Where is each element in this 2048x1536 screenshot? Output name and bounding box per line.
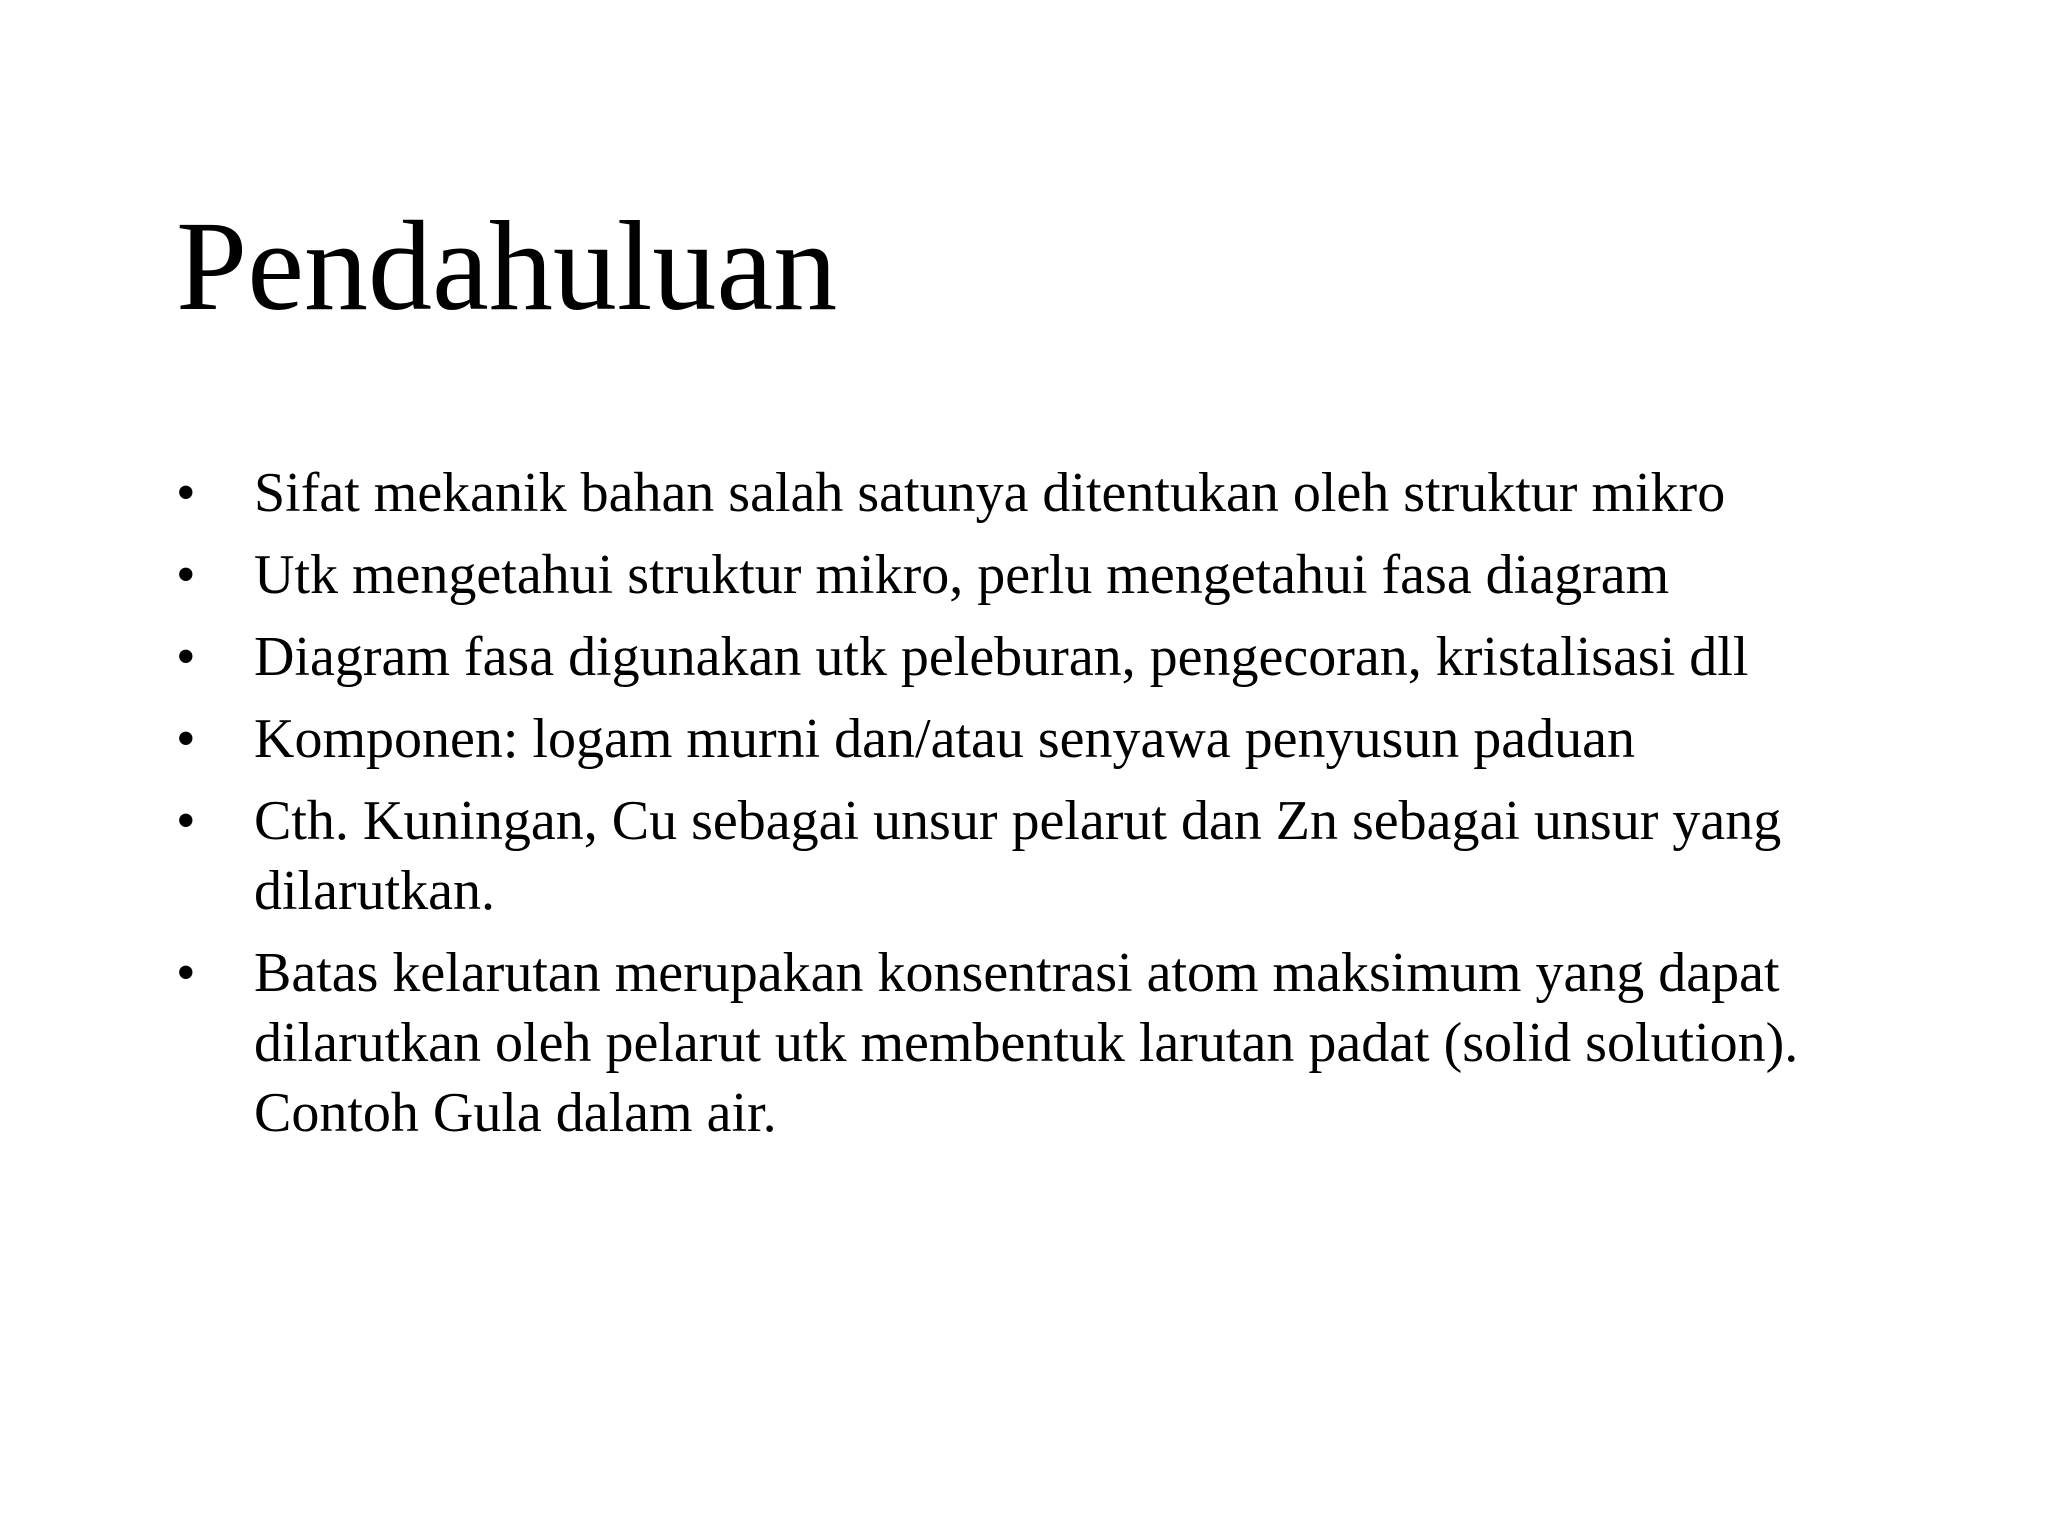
bullet-point-icon: •	[176, 626, 196, 688]
bullet-text: Diagram fasa digunakan utk peleburan, pengecoran, kristalisasi dll	[254, 626, 1749, 688]
bullet-text: Sifat mekanik bahan salah satunya ditentukan oleh struktur mikro	[254, 462, 1726, 524]
bullet-item	[168, 458, 1968, 528]
bullet-point-icon: •	[176, 544, 196, 606]
bullet-point-icon: •	[176, 708, 196, 770]
bullet-point-icon: •	[176, 462, 196, 524]
bullet-item	[168, 622, 1968, 692]
bullet-item	[168, 704, 1968, 774]
bullet-text: Utk mengetahui struktur mikro, perlu mengetahui fasa diagram	[254, 544, 1670, 606]
bullet-item	[168, 540, 1968, 610]
bullet-item	[168, 938, 1968, 1148]
bullet-list	[168, 458, 1968, 1160]
bullet-text: Cth. Kuningan, Cu sebagai unsur pelarut dan Zn sebagai unsur yang dilarutkan.	[254, 790, 1782, 922]
bullet-point-icon: •	[176, 942, 196, 1004]
bullet-item	[168, 786, 1968, 926]
bullet-text: Komponen: logam murni dan/atau senyawa penyusun paduan	[254, 708, 1635, 770]
bullet-text: Batas kelarutan merupakan konsentrasi atom maksimum yang dapat dilarutkan oleh pelarut utk membentuk larutan padat (solid solution). Contoh Gula dalam air.	[254, 942, 1799, 1144]
bullet-point-icon: •	[176, 790, 196, 852]
slide-title: Pendahuluan	[176, 195, 838, 337]
